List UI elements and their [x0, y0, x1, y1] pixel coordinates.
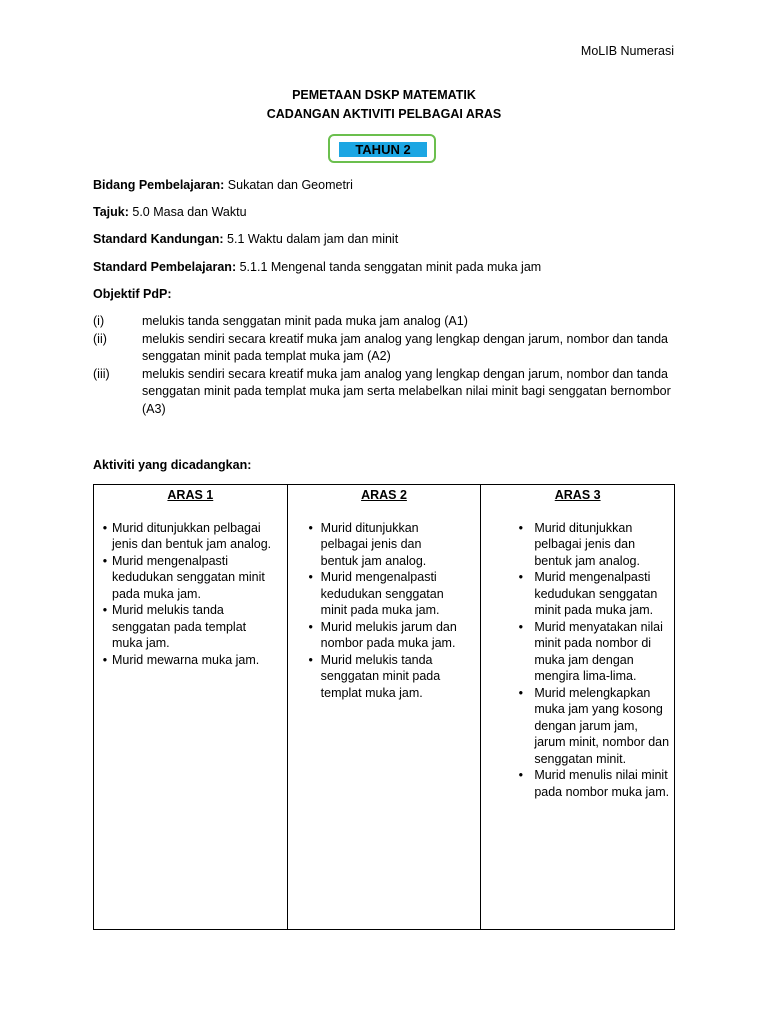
bullet-icon: •	[308, 652, 313, 667]
document-title: PEMETAAN DSKP MATEMATIK	[292, 88, 476, 102]
objektif-item	[93, 366, 683, 419]
list-item: • Murid menyatakan nilai minit pada nombor di muka jam dengan mengira lima-lima.	[507, 619, 671, 685]
bullet-icon: •	[102, 603, 108, 617]
bullet-icon: •	[102, 652, 108, 667]
document-subtitle: CADANGAN AKTIVITI PELBAGAI ARAS	[266, 107, 502, 121]
objektif-number: (iii)	[93, 366, 110, 381]
bullet-icon: •	[308, 520, 313, 535]
bullet-icon: •	[518, 768, 523, 782]
objektif-item	[93, 331, 683, 366]
aras-3-column	[481, 485, 675, 930]
objektif-label: Objektif PdP:	[93, 287, 172, 301]
header-brand: MoLIB Numerasi	[580, 44, 674, 58]
objektif-list	[93, 313, 683, 418]
aras-1-list	[98, 520, 278, 669]
bullet-icon: •	[102, 520, 108, 535]
objektif-heading	[93, 287, 171, 301]
field-bidang	[93, 178, 353, 192]
field-label: Standard Kandungan:	[93, 232, 224, 246]
aktiviti-table	[93, 484, 675, 930]
list-item: • Murid melukis tanda senggatan minit pada templat muka jam.	[301, 652, 461, 702]
list-item: • Murid mengenalpasti kedudukan senggatan minit pada muka jam.	[301, 569, 461, 619]
field-standard-pembelajaran	[93, 260, 541, 274]
objektif-item	[93, 313, 683, 331]
aras-2-heading: ARAS 2	[361, 488, 407, 502]
aras-1-heading: ARAS 1	[167, 488, 214, 502]
list-item: • Murid ditunjukkan pelbagai jenis dan bentuk jam analog.	[98, 520, 278, 553]
list-item: • Murid ditunjukkan pelbagai jenis dan bentuk jam analog.	[301, 520, 461, 570]
field-label: Standard Pembelajaran:	[93, 260, 237, 274]
field-value: 5.1.1 Mengenal tanda senggatan minit pada muka jam	[239, 260, 542, 274]
bullet-icon: •	[518, 619, 523, 634]
aras-2-list	[301, 520, 461, 702]
bullet-icon: •	[308, 570, 313, 584]
list-item: • Murid melengkapkan muka jam yang kosong dengan jarum jam, jarum minit, nombor dan senggatan minit.	[507, 685, 671, 768]
list-item: • Murid menulis nilai minit pada nombor muka jam.	[507, 767, 671, 800]
list-item: • Murid melukis tanda senggatan pada templat muka jam.	[98, 602, 278, 652]
bullet-icon: •	[518, 570, 523, 584]
aras-3-heading: ARAS 3	[554, 488, 601, 502]
bullet-icon: •	[102, 553, 108, 568]
aktiviti-heading: Aktiviti yang dicadangkan:	[93, 458, 252, 472]
field-tajuk	[93, 205, 247, 219]
field-value: Sukatan dan Geometri	[227, 178, 353, 192]
field-label: Tajuk:	[93, 205, 129, 219]
bullet-icon: •	[518, 685, 523, 700]
list-item: • Murid mengenalpasti kedudukan senggatan minit pada muka jam.	[507, 569, 671, 619]
field-label: Bidang Pembelajaran:	[93, 178, 225, 192]
list-item: • Murid mengenalpasti kedudukan senggatan minit pada muka jam.	[98, 553, 278, 603]
field-value: 5.0 Masa dan Waktu	[132, 205, 247, 219]
objektif-number: (ii)	[93, 331, 107, 346]
bullet-icon: •	[308, 619, 313, 634]
aras-2-column	[287, 485, 481, 930]
bullet-icon: •	[518, 520, 523, 535]
objektif-number: (i)	[93, 314, 105, 328]
field-standard-kandungan	[93, 232, 398, 246]
year-badge-label: TAHUN 2	[339, 142, 427, 157]
aras-3-list	[507, 520, 671, 801]
objektif-text: melukis tanda senggatan minit pada muka jam analog (A1)	[142, 314, 468, 328]
objektif-text: melukis sendiri secara kreatif muka jam analog yang lengkap dengan jarum, nombor dan tanda senggatan minit pada templat muka jam serta melabelkan nilai minit bagi senggatan bernombor (A3)	[142, 366, 671, 416]
list-item: • Murid ditunjukkan pelbagai jenis dan bentuk jam analog.	[507, 520, 671, 570]
list-item: • Murid mewarna muka jam.	[98, 652, 278, 669]
field-value: 5.1 Waktu dalam jam dan minit	[227, 232, 399, 246]
list-item: • Murid melukis jarum dan nombor pada muka jam.	[301, 619, 461, 652]
aras-1-column	[94, 485, 288, 930]
objektif-text: melukis sendiri secara kreatif muka jam analog yang lengkap dengan jarum, nombor dan tanda senggatan minit pada templat muka jam (A2)	[142, 331, 668, 363]
year-badge	[328, 134, 436, 163]
